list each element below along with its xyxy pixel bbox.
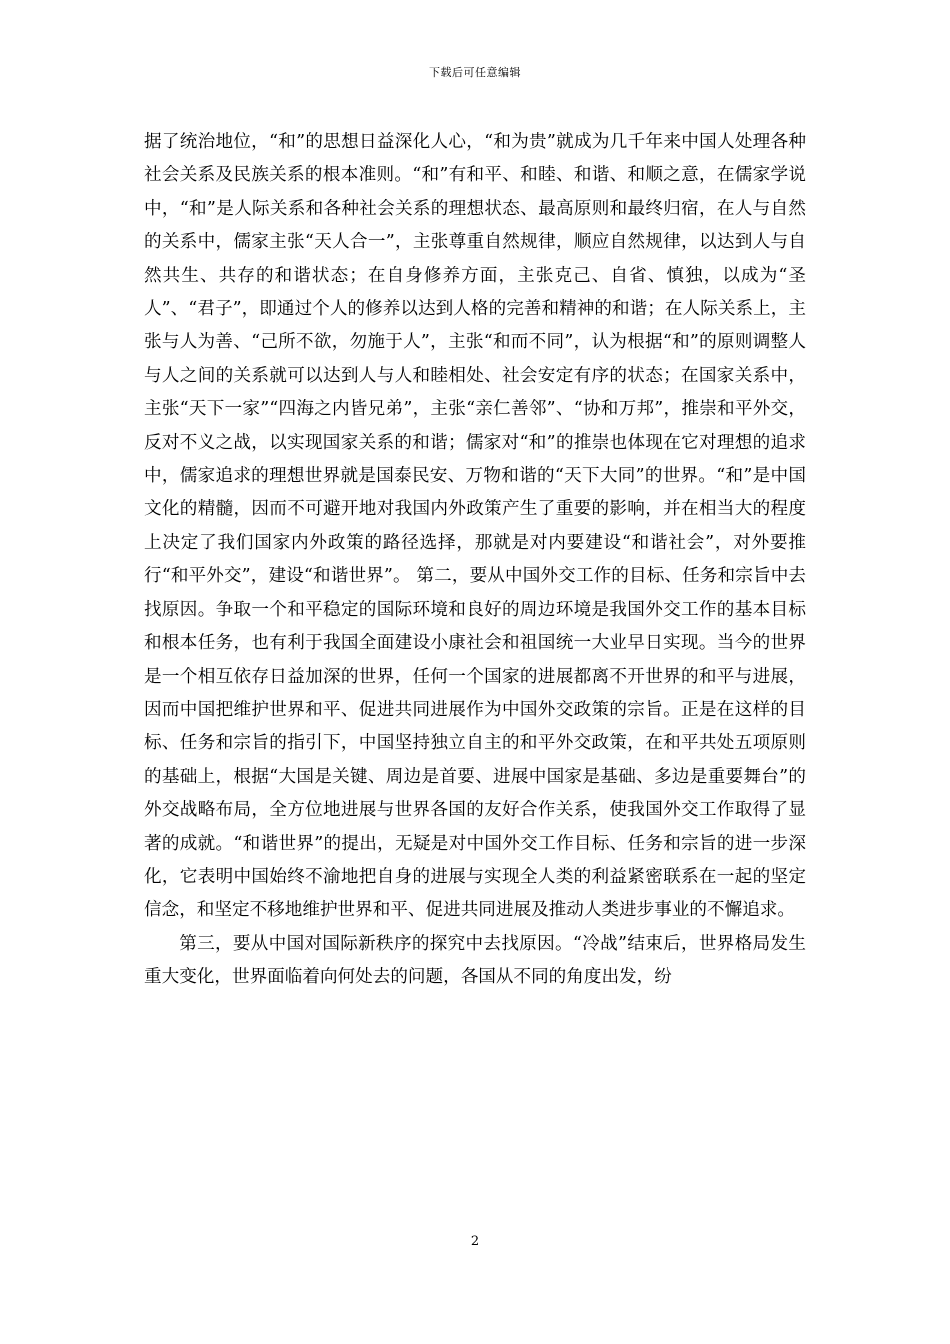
document-body bbox=[144, 126, 806, 995]
body-paragraph-2: 第三，要从中国对国际新秩序的探究中去找原因。“冷战”结束后，世界格局发生重大变化，世界面临着向何处去的问题，各国从不同的角度出发，纷 bbox=[144, 933, 806, 988]
page-number: 2 bbox=[470, 1234, 480, 1249]
page-header: 下载后可任意编辑 bbox=[429, 66, 521, 79]
body-paragraph-1: 据了统治地位，“和”的思想日益深化人心，“和为贵”就成为几千年来中国人处理各种社会关系及民族关系的根本准则。“和”有和平、和睦、和谐、和顺之意，在儒家学说中，“和”是人际关系和各种社会关系的理想状态、最高原则和最终归宿，在人与自然的关系中，儒家主张“天人合一”，主张尊重自然规律，顺应自然规律，以达到人与自然共生、共存的和谐状态；在自身修养方面，主张克己、自省、慎独，以成为“圣人”、“君子”，即通过个人的修养以达到人格的完善和精神的和谐；在人际关系上，主张与人为善、“己所不欲，勿施于人”，主张“和而不同”，认为根据“和”的原则调整人与人之间的关系就可以达到人与人和睦相处、社会安定有序的状态；在国家关系中，主张“天下一家”“四海之内皆兄弟”，主张“亲仁善邻”、“协和万邦”，推崇和平外交，反对不义之战，以实现国家关系的和谐；儒家对“和”的推崇也体现在它对理想的追求中，儒家追求的理想世界就是国泰民安、万物和谐的“天下大同”的世界。“和”是中国文化的精髓，因而不可避开地对我国内外政策产生了重要的影响，并在相当大的程度上决定了我们国家内外政策的路径选择，那就是对内要建设“和谐社会”，对外要推行“和平外交”，建设“和谐世界”。 第二，要从中国外交工作的目标、任务和宗旨中去找原因。争取一个和平稳定的国际环境和良好的周边环境是我国外交工作的基本目标和根本任务，也有利于我国全面建设小康社会和祖国统一大业早日实现。当今的世界是一个相互依存日益加深的世界，任何一个国家的进展都离不开世界的和平与进展，因而中国把维护世界和平、促进共同进展作为中国外交政策的宗旨。正是在这样的目标、任务和宗旨的指引下，中国坚持独立自主的和平外交政策，在和平共处五项原则的基础上，根据“大国是关键、周边是首要、进展中国家是基础、多边是重要舞台”的外交战略布局，全方位地进展与世界各国的友好合作关系，使我国外交工作取得了显著的成就。“和谐世界”的提出，无疑是对中国外交工作目标、任务和宗旨的进一步深化，它表明中国始终不渝地把自身的进展与实现全人类的利益紧密联系在一起的坚定信念，和坚定不移地维护世界和平、促进共同进展及推动人类进步事业的不懈追求。 bbox=[144, 132, 806, 921]
